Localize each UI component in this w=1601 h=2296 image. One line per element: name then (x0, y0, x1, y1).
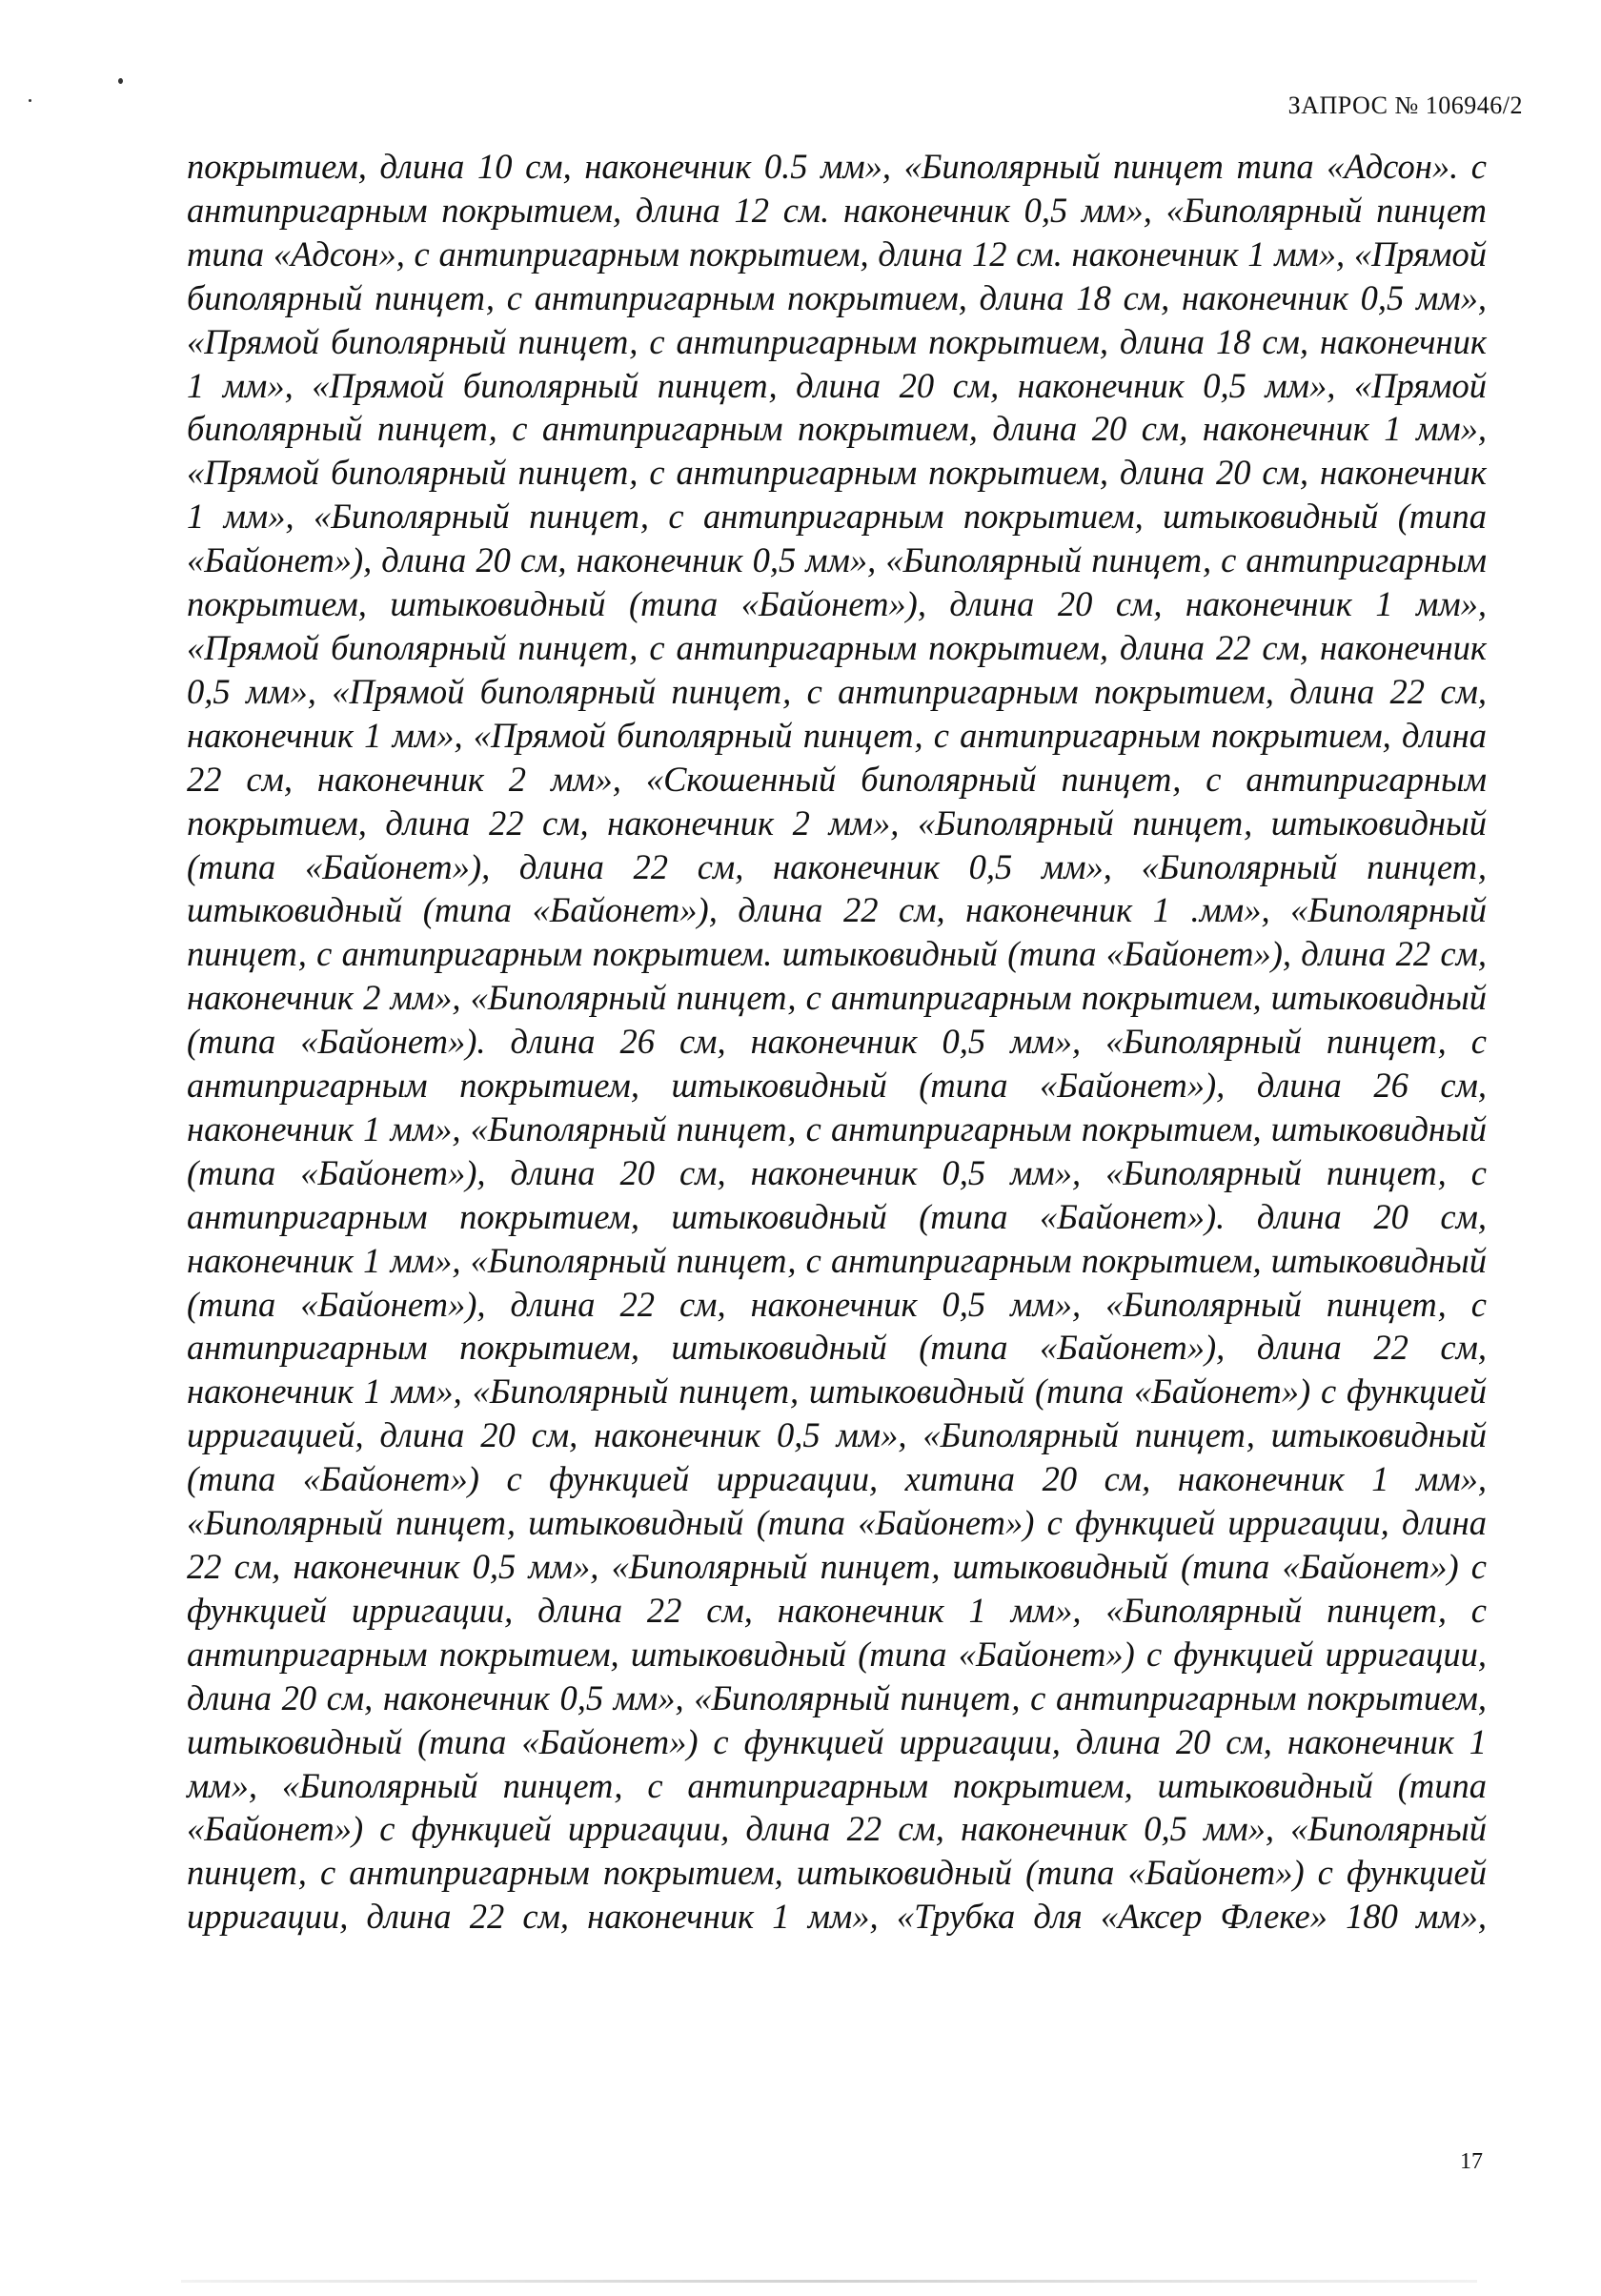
page-number: 17 (1460, 2149, 1483, 2174)
body-paragraph: покрытием, длина 10 см, наконечник 0.5 мм», «Биполярный пинцет типа «Адсон». с антипригарным покрытием, длина 12 см. наконечник 0,5 мм», «Биполярный пинцет типа «Адсон», с антипригарным покрытием, длина 12 см. наконечник 1 мм», «Прямой биполярный пинцет, с антипригарным покрытием, длина 18 см, наконечник 0,5 мм», «Прямой биполярный пинцет, с антипригарным покрытием, длина 18 см, наконечник 1 мм», «Прямой биполярный пинцет, длина 20 см, наконечник 0,5 мм», «Прямой биполярный пинцет, с антипригарным покрытием, длина 20 см, наконечник 1 мм», «Прямой биполярный пинцет, с антипригарным покрытием, длина 20 см, наконечник 1 мм», «Биполярный пинцет, с антипригарным покрытием, штыковидный (типа «Байонет»), длина 20 см, наконечник 0,5 мм», «Биполярный пинцет, с антипригарным покрытием, штыковидный (типа «Байонет»), длина 20 см, наконечник 1 мм», «Прямой биполярный пинцет, с антипригарным покрытием, длина 22 см, наконечник 0,5 мм», «Прямой биполярный пинцет, с антипригарным покрытием, длина 22 см, наконечник 1 мм», «Прямой биполярный пинцет, с антипригарным покрытием, длина 22 см, наконечник 2 мм», «Скошенный биполярный пинцет, с антипригарным покрытием, длина 22 см, наконечник 2 мм», «Биполярный пинцет, штыковидный (типа «Байонет»), длина 22 см, наконечник 0,5 мм», «Биполярный пинцет, штыковидный (типа «Байонет»), длина 22 см, наконечник 1 .мм», «Биполярный пинцет, с антипригарным покрытием. штыковидный (типа «Байонет»), длина 22 см, наконечник 2 мм», «Биполярный пинцет, с антипригарным покрытием, штыковидный (типа «Байонет»). длина 26 см, наконечник 0,5 мм», «Биполярный пинцет, с антипригарным покрытием, штыковидный (типа «Байонет»), длина 26 см, наконечник 1 мм», «Биполярный пинцет, с антипригарным покрытием, штыковидный (типа «Байонет»), длина 20 см, наконечник 0,5 мм», «Биполярный пинцет, с антипригарным покрытием, штыковидный (типа «Байонет»). длина 20 см, наконечник 1 мм», «Биполярный пинцет, с антипригарным покрытием, штыковидный (типа «Байонет»), длина 22 см, наконечник 0,5 мм», «Биполярный пинцет, с антипригарным покрытием, штыковидный (типа «Байонет»), длина 22 см, наконечник 1 мм», «Биполярный пинцет, штыковидный (типа «Байонет») с функцией ирригацией, длина 20 см, наконечник 0,5 мм», «Биполярный пинцет, штыковидный (типа «Байонет») с функцией ирригации, хитина 20 см, наконечник 1 мм», «Биполярный пинцет, штыковидный (типа «Байонет») с функцией ирригации, длина 22 см, наконечник 0,5 мм», «Биполярный пинцет, штыковидный (типа «Байонет») с функцией ирригации, длина 22 см, наконечник 1 мм», «Биполярный пинцет, с антипригарным покрытием, штыковидный (типа «Байонет») с функцией ирригации, длина 20 см, наконечник 0,5 мм», «Биполярный пинцет, с антипригарным покрытием, штыковидный (типа «Байонет») с функцией ирригации, длина 20 см, наконечник 1 мм», «Биполярный пинцет, с антипригарным покрытием, штыковидный (типа «Байонет») с функцией ирригации, длина 22 см, наконечник 0,5 мм», «Биполярный пинцет, с антипригарным покрытием, штыковидный (типа «Байонет») с функцией ирригации, длина 22 см, наконечник 1 мм», «Трубка для «Аксер Флеке» 180 мм», (187, 147, 1487, 1937)
request-number-header: ЗАПРОС № 106946/2 (1287, 91, 1523, 119)
scan-speck (29, 99, 31, 102)
scan-speck (118, 78, 123, 84)
scan-edge-line (181, 2280, 1477, 2283)
